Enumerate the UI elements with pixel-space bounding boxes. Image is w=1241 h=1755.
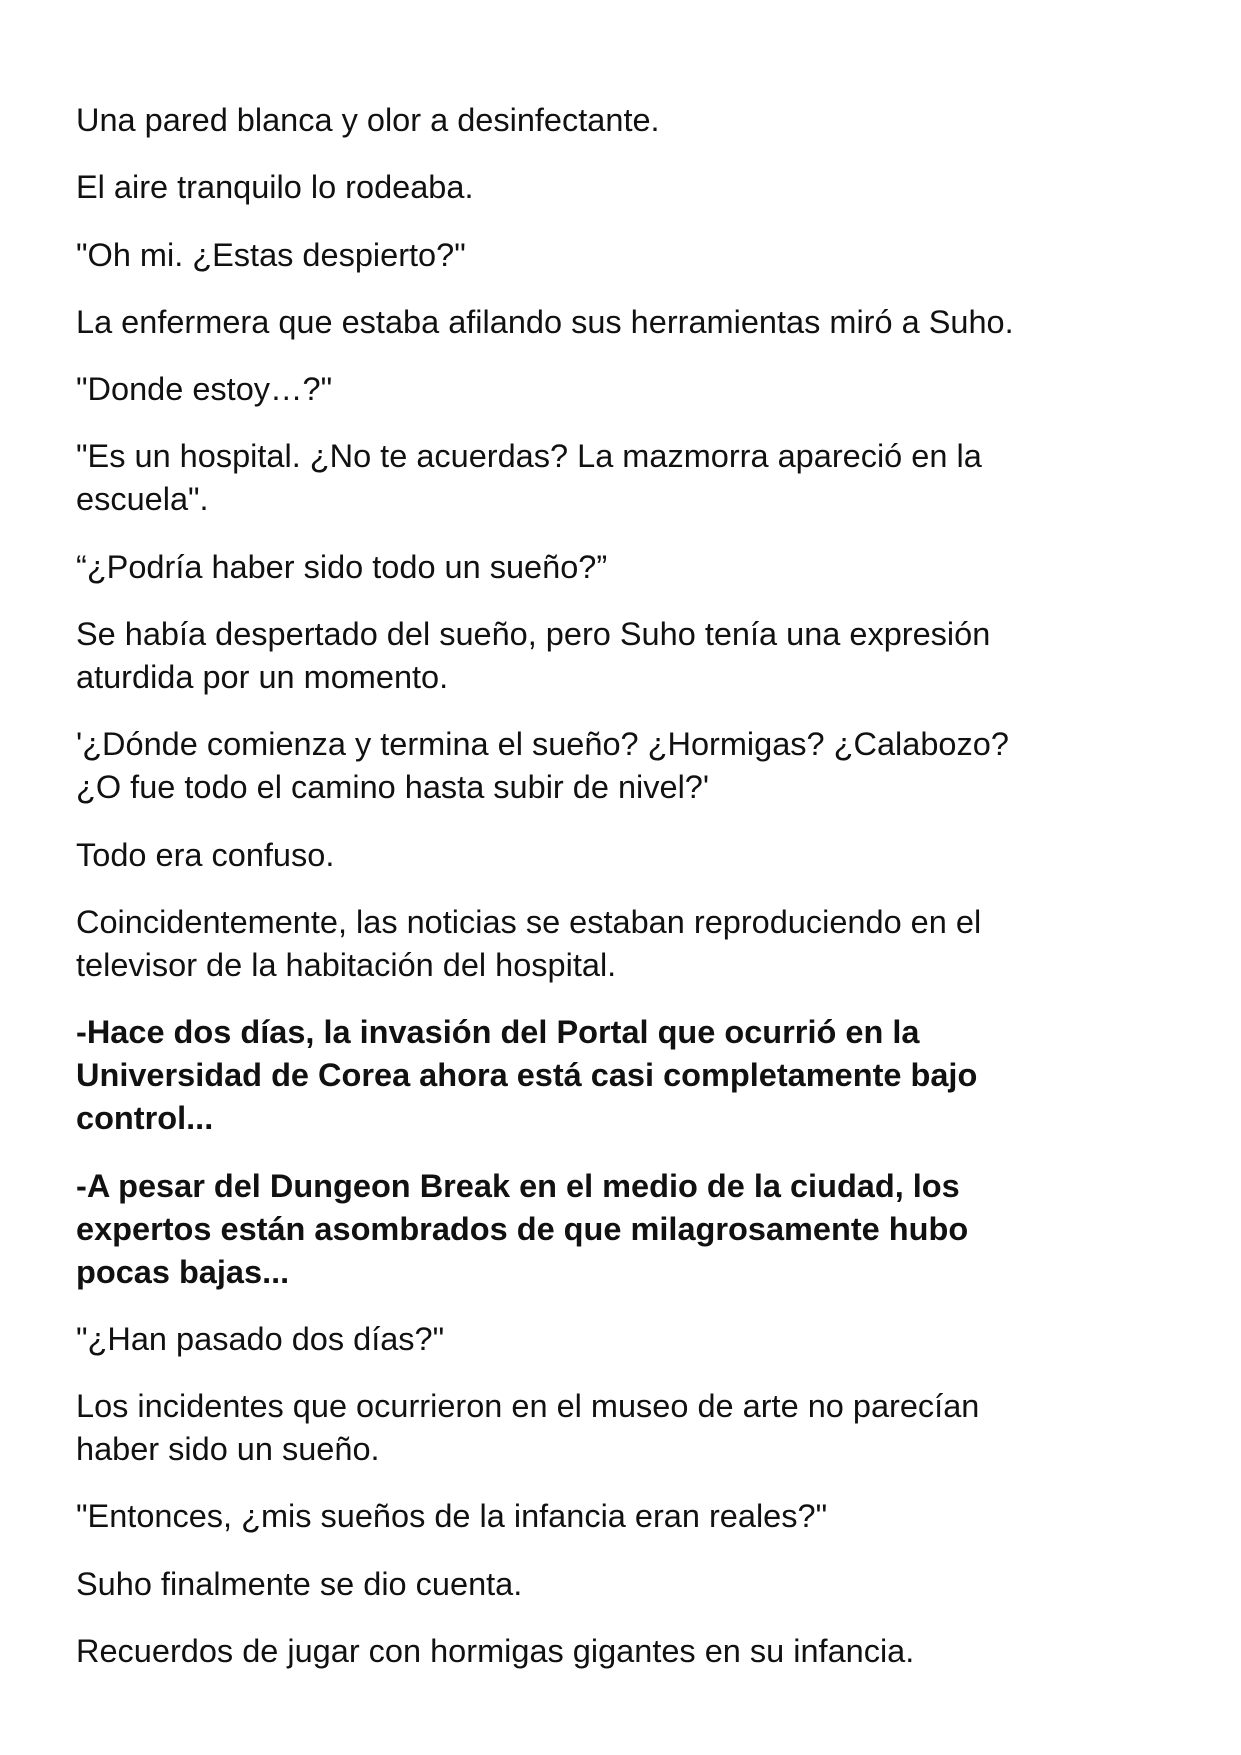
text-line: “¿Podría haber sido todo un sueño?” [76,548,608,585]
paragraph [76,368,1196,411]
paragraph [76,546,1196,589]
paragraph [76,901,1196,987]
paragraph [76,613,1196,699]
paragraph [76,834,1196,877]
text-line: "Es un hospital. ¿No te acuerdas? La mazmorra apareció en la [76,438,982,475]
paragraph [76,166,1196,209]
text-line: Todo era confuso. [76,836,335,873]
paragraph [76,1495,1196,1538]
text-line: Una pared blanca y olor a desinfectante. [76,102,660,138]
text-line: El aire tranquilo lo rodeaba. [76,169,474,206]
text-line: "Donde estoy…?" [76,371,333,408]
text-line: aturdida por un momento. [76,659,449,696]
text-line: "Oh mi. ¿Estas despierto?" [76,236,466,273]
text-line: televisor de la habitación del hospital. [76,946,617,983]
text-line: escuela". [76,481,209,518]
text-line: "Entonces, ¿mis sueños de la infancia eran reales?" [76,1498,828,1535]
news-paragraph [76,1165,1196,1294]
text-line: "¿Han pasado dos días?" [76,1320,445,1357]
text-line: Los incidentes que ocurrieron en el museo de arte no parecían [76,1388,980,1425]
text-line: Universidad de Corea ahora está casi completamente bajo [76,1057,978,1094]
paragraph [76,99,1196,142]
text-line: haber sido un sueño. [76,1431,380,1468]
text-line: '¿Dónde comienza y termina el sueño? ¿Hormigas? ¿Calabozo? [76,726,1009,763]
paragraph [76,1318,1196,1361]
text-line: -Hace dos días, la invasión del Portal que ocurrió en la [76,1014,920,1051]
text-line: Recuerdos de jugar con hormigas gigantes en su infancia. [76,1633,915,1670]
text-line: -A pesar del Dungeon Break en el medio de la ciudad, los [76,1167,960,1204]
text-line: expertos están asombrados de que milagrosamente hubo [76,1210,969,1247]
text-line: Coincidentemente, las noticias se estaban reproduciendo en el [76,903,982,940]
news-paragraph [76,1011,1196,1140]
text-line: control... [76,1100,214,1137]
paragraph [76,723,1196,809]
paragraph [76,1563,1196,1606]
text-line: La enfermera que estaba afilando sus herramientas miró a Suho. [76,303,1014,340]
paragraph [76,435,1196,521]
paragraph [76,234,1196,277]
text-line: pocas bajas... [76,1253,290,1290]
paragraph [76,1630,1196,1673]
text-line: Se había despertado del sueño, pero Suho tenía una expresión [76,616,991,653]
text-line: ¿O fue todo el camino hasta subir de nivel?' [76,769,710,806]
text-line: Suho finalmente se dio cuenta. [76,1565,523,1602]
paragraph [76,1385,1196,1471]
document-page [76,99,1196,1697]
paragraph [76,301,1196,344]
